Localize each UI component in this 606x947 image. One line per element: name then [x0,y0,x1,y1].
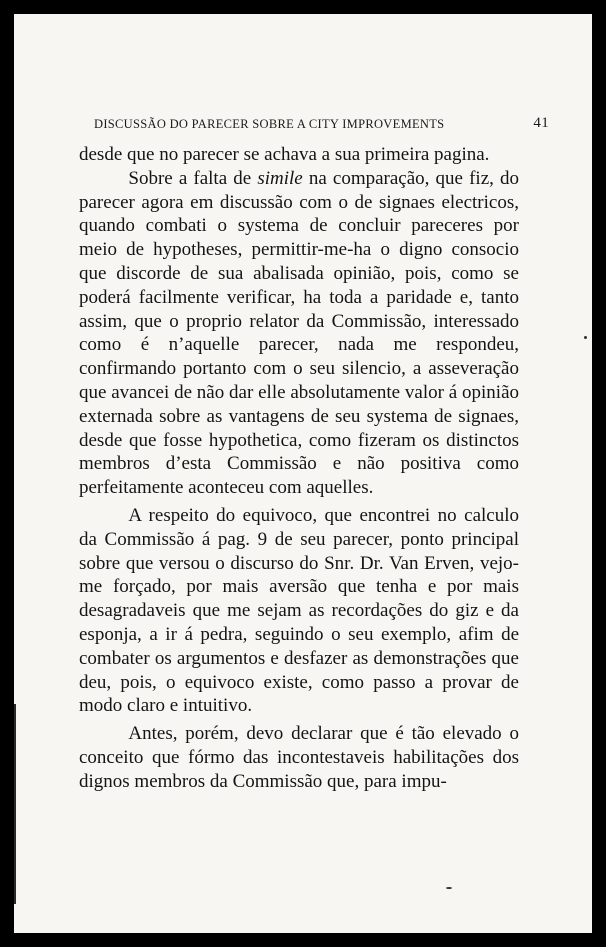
paragraph-4: Antes, porém, devo declarar que é tão elevado o conceito que fórmo das incontestaveis habilitações dos dignos membros da Commissão que, para impu- [79,723,519,792]
paragraph-2 [79,167,519,500]
paragraph-2-part-b: na comparação, que fiz, do parecer agora em discussão com o de signaes electricos, quando combati o systema de concluir pareceres por meio de hypotheses, permittir-me-ha o digno consocio que discorde de sua abalisada opinião, pois, como se poderá facilmente verificar, ha toda a paridade e, tanto assim, que o proprio relator da Commissão, interessado como é n’aquelle parecer, nada me respondeu, confirmando portanto com o seu silencio, a asseveração que avancei de não dar elle absolutamente valor á opinião externada sobre as vantagens de seu systema de signaes, desde que fosse hypothetica, como fizeram os distinctos membros d’esta Commissão e não positiva como perfeitamente aconteceu com aquelles. [79,167,519,499]
scan-edge-mark [14,704,16,904]
running-title: DISCUSSÃO DO PARECER SOBRE A CITY IMPROVEMENTS [94,117,445,131]
paragraph-1: desde que no parecer se achava a sua primeira pagina. [79,144,490,165]
body-text [79,143,519,794]
scan-speck [584,336,587,339]
paragraph-2-italic: simile [257,167,303,189]
book-page [14,14,592,933]
paragraph-2-part-a: Sobre a falta de [128,167,258,189]
paragraph-3: A respeito do equivoco, que encontrei no calculo da Commissão á pag. 9 de seu parecer, ponto principal sobre que versou o discurso do Snr. Dr. Van Erven, vejo-me forçado, por mais aversão que tenha e por mais desagradaveis que me sejam as recordações do giz e da esponja, a ir á pedra, seguindo o seu exemplo, afim de combater os argumentos e desfazer as demonstrações que deu, pois, o equivoco existe, como passo a provar de modo claro e intuitivo. [79,504,519,717]
page-number: 41 [533,115,549,131]
scan-speck [446,887,452,889]
